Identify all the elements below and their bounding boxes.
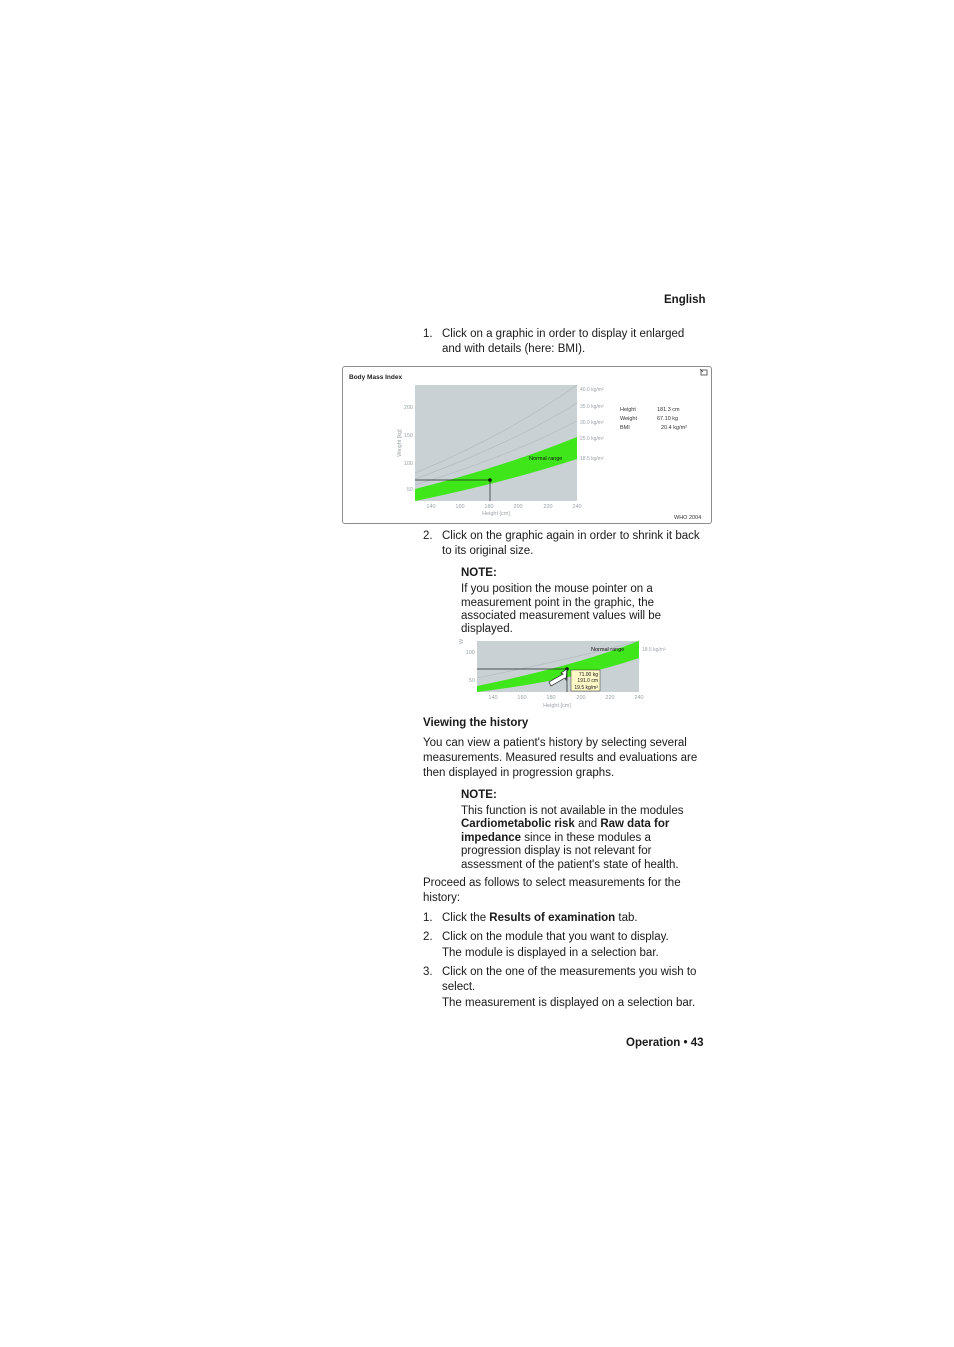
paragraph-line: Proceed as follows to select measurements for the (423, 877, 681, 889)
step-result-line: The module is displayed in a selection bar. (442, 947, 659, 959)
step-number: 2. (423, 931, 433, 943)
measurement-tooltip (571, 670, 600, 691)
y-tick-label: 100 (465, 650, 475, 656)
step-number: 3. (423, 966, 433, 978)
step-text-line: Click on the graphic again in order to shrink it back (442, 530, 700, 542)
y-tick-label: 50 (406, 487, 413, 493)
x-tick-label: 140 (426, 504, 436, 510)
x-tick-label: 180 (484, 504, 494, 510)
note-text-line (461, 817, 669, 832)
page-language-header: English (664, 294, 706, 306)
x-tick-label: 200 (513, 504, 523, 510)
detail-value-bmi: 20.4 kg/m² (661, 425, 687, 431)
curve-label: 18.5 kg/m² (642, 647, 666, 653)
note-text-line: displayed. (461, 623, 513, 635)
tooltip-line: 19.5 kg/m² (574, 685, 598, 691)
step-text: tab. (615, 912, 638, 924)
curve-label-30: 30.0 kg/m² (580, 420, 604, 426)
tooltip-line: 71.00 kg (578, 672, 598, 678)
x-tick-label: 220 (605, 695, 615, 701)
curve-label-25: 25.0 kg/m² (580, 436, 604, 442)
y-tick-label: 50 (468, 678, 475, 684)
curve-label-40: 40.0 kg/m² (580, 387, 604, 393)
note-text-line: measurement point in the graphic, the (461, 597, 655, 609)
expand-icon[interactable] (700, 369, 707, 375)
tooltip-line: 191.0 cm (577, 678, 598, 684)
x-tick-label: 180 (546, 695, 556, 701)
paragraph-line: history: (423, 892, 461, 904)
module-name: Raw data for (600, 818, 670, 830)
y-tick-label: 100 (403, 461, 413, 467)
step-text-line: select. (442, 981, 476, 993)
x-tick-label: 220 (543, 504, 553, 510)
x-tick-label: 140 (488, 695, 498, 701)
normal-range-label: Normal range (591, 647, 625, 653)
note-text-line: associated measurement values will be (461, 610, 662, 622)
detail-label-height: Height (620, 407, 636, 413)
x-tick-label: 240 (634, 695, 644, 701)
step-text-line: to its original size. (442, 545, 534, 557)
note-text-line: assessment of the patient's state of health. (461, 859, 679, 871)
paragraph-line: measurements. Measured results and evaluations are (423, 752, 698, 764)
paragraph-line: You can view a patient's history by selecting several (423, 737, 687, 749)
note-text-line: This function is not available in the modules (461, 805, 684, 817)
section-heading: Viewing the history (423, 717, 529, 729)
bmi-chart (343, 367, 711, 523)
note-heading: NOTE: (461, 789, 497, 801)
note-text-line: If you position the mouse pointer on a (461, 583, 653, 595)
source-label: WHO 2004 (674, 515, 702, 521)
y-axis-label-cut: W (459, 638, 465, 644)
tab-name: Results of examination (489, 912, 616, 924)
detail-value-height: 181.3 cm (657, 407, 680, 413)
y-tick-label: 200 (403, 405, 413, 411)
x-tick-label: 240 (572, 504, 582, 510)
bmi-figure-title: Body Mass Index (349, 374, 403, 381)
y-axis-label: Weight [kg] (397, 429, 403, 457)
step-text-line (442, 911, 638, 926)
note-heading: NOTE: (461, 567, 497, 579)
x-tick-label: 200 (576, 695, 586, 701)
detail-label-weight: Weight (620, 416, 638, 422)
bmi-figure-panel[interactable] (342, 366, 712, 524)
step-text-line: Click on the module that you want to display. (442, 931, 669, 943)
note-text: since in these modules a (521, 832, 651, 844)
step-text: Click the (442, 912, 490, 924)
step-text-line: and with details (here: BMI). (442, 343, 586, 355)
detail-value-weight: 67.10 kg (657, 416, 679, 422)
conjunction: and (574, 818, 601, 830)
x-axis-label-cut: Height [cm] (543, 703, 571, 709)
step-number: 2. (423, 530, 433, 542)
x-axis-label: Height [cm] (482, 511, 510, 517)
x-tick-label: 160 (455, 504, 465, 510)
tooltip-chart (455, 638, 675, 709)
detail-label-bmi: BMI (620, 425, 630, 431)
step-text-line: Click on the one of the measurements you wish to (442, 966, 697, 978)
step-number: 1. (423, 912, 433, 924)
measurement-point[interactable] (488, 478, 492, 482)
tooltip-figure (455, 638, 675, 709)
step-number: 1. (423, 328, 433, 340)
module-name: impedance (461, 832, 522, 844)
note-text-line: progression display is not relevant for (461, 845, 652, 857)
module-name: Cardiometabolic risk (461, 818, 575, 830)
paragraph-line: then displayed in progression graphs. (423, 767, 615, 779)
curve-label-35: 35.0 kg/m² (580, 404, 604, 410)
y-tick-label: 150 (403, 433, 413, 439)
page-footer: Operation • 43 (626, 1037, 704, 1049)
normal-range-label: Normal range (529, 456, 563, 462)
step-text-line: Click on a graphic in order to display it enlarged (442, 328, 685, 340)
curve-label-18-5: 18.5 kg/m² (580, 456, 604, 462)
step-result-line: The measurement is displayed on a selection bar. (442, 997, 696, 1009)
x-tick-label: 160 (517, 695, 527, 701)
